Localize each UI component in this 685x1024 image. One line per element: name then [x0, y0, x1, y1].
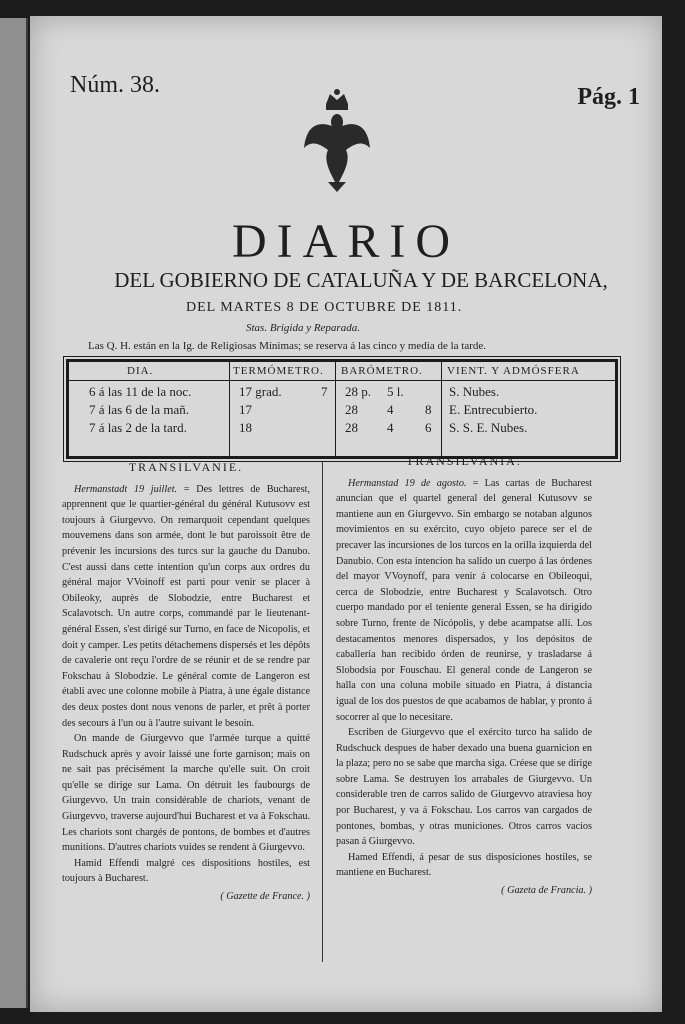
newspaper-page — [30, 16, 662, 1012]
left-article-para2: On mande de Giurgevvo que l'armée turque a quitté Rudschuck après y avoir laissé une forte garnison; mais on ne sait pas précisément la marche qu'elle suit. On croit qu'elle se dirige sur Lama. On détruit les faubourgs de Giurgevvo. Un train considérable de chariots, venant de Giurgevvo, traverse aujourd'hui Bucharest et va à Fokschau. Les chariots sont chargés de pontons, de bombes et d'autres munitions. D'autres chariots vuides se rendent à Giurgevvo. — [62, 733, 310, 854]
right-article-dateline: Hermanstad 19 de agosto. — [348, 477, 467, 489]
weather-row1-viento: S. Nubes. — [449, 384, 500, 399]
weather-row2-baro-p: 28 — [345, 402, 358, 417]
weather-row2-termo: 17 — [239, 402, 252, 417]
weather-row2-baro-frac: 8 — [425, 402, 432, 417]
weather-row1-baro-l: 5 l. — [387, 384, 404, 399]
issue-number: Núm. 38. — [70, 72, 160, 98]
newspaper-title: DIARIO — [232, 215, 460, 268]
left-article-source: ( Gazette de France. ) — [220, 891, 310, 903]
weather-row1-dia: 6 á las 11 de la noc. — [89, 384, 192, 399]
left-article-para3: Hamid Effendi malgré ces dispositions hostiles, est toujours à Bucharest. — [62, 857, 310, 885]
weather-header-barometro: BARÓMETRO. — [341, 365, 423, 377]
weather-row3-termo: 18 — [239, 420, 252, 435]
left-article-dateline: Hermanstadt 19 juillet. — [74, 483, 178, 495]
right-article-heading: TRANSILVANIA. — [406, 454, 522, 468]
weather-row3-viento: S. S. E. Nubes. — [449, 420, 528, 435]
weather-row3-baro-frac: 6 — [425, 420, 432, 435]
weather-header-viento: VIENT. Y ADMÓSFERA — [447, 365, 580, 377]
issue-date: DEL MARTES 8 DE OCTUBRE DE 1811. — [186, 300, 463, 315]
right-article-para2: Escriben de Giurgevvo que el exército turco ha salido de Rudschuck despues de haber dexado una buena guarnicion en la plaza; pero no se sabe que marcha siga. Créese que se dirige sobre Lama. Se destruyen los arrabales de Giurgevvo. Un considerable tren de carros salido de Giurgevvo atraviesa hoy por Bucharest, y va á Fokschau. Los carros van cargados de pontones, bombas, y otras municiones. Otros carros vacios pasan á Giurgevvo. — [336, 727, 592, 848]
weather-row1-termo-frac: 7 — [321, 384, 328, 399]
newspaper-subtitle: DEL GOBIERNO DE CATALUÑA Y DE BARCELONA, — [114, 268, 608, 292]
weather-row3-dia: 7 á las 2 de la tard. — [89, 420, 187, 435]
left-article-para1: Des lettres de Bucharest, apprennent que le quartier-général du général Kutusovv est toujours à Giurgevvo. On remarquoit cependant quelques mouvemens dans son armée, dont le but paroissoit être de prévenir les incursions des turcs sur la gauche du Danubo. C'est aussi dans cette intention qu'un corps aux ordres du général major VVoinoff est parti pour venir se placer à Obileoky, auprès de Slobodzie, entre Bucharest et Scalavotsch. Un autre corps, commandé par le lieutenant-général Essen, s'est dirigé sur Turno, en face de Nicopolis, et doit y camper. Les petits détachemens dispersés et les dépôts de cavalerie ont reçu l'ordre de se réunir et de se rendre par Fokschau à Slobodzie. Le général comte de Langeron est établi avec une colonne mobile à Piatra, à une égale distance des deux postes dont nous venons de parler, et prêt à porter des secours à l'un ou à l'autre suivant le besoin. — [62, 483, 310, 729]
weather-row1-termo: 17 grad. — [239, 384, 282, 399]
right-article-para3: Hamed Effendi, á pesar de sus disposiciones hostiles, se mantiene en Bucharest. — [336, 851, 592, 879]
right-article: TRANSILVANIA. Hermanstad 19 de agosto. = Las cartas de Bucharest anuncian que el quartel general del general Kutusovv se mantiene aun en Giurgevvo. Sin embargo se notaban algunos movimientos en su exército, cuyo objeto parece ser el de precaver las incursiones de los turcos en la orilla izquierda del Danubio. Con esta intencion ha salido un cuerpo á las órdenes del mayor VVoynoff, para venir á colocarse en Obileoqui, cerca de Slobodzie, entre Bucharest y Scalavotsch. Otro cuerpo mandado por el teniente general Essen, se ha dirigido sobre Turno, frente de Nicópolis, y debe acampatse allí. Los destacamentos menores dispersados, y los depósitos de caballería han recibido órden de reunirse, y trasladarse á Slobodsia por Fouschau. El general conde de Langeron se halla con una coluna mobile situado en Piatra, á distancia igual de los dos puestos de que acabamos de hablar, y pronto á socorrer al que lo necesitare. Escriben de Giurgevvo que el exército turco ha salido de Rudschuck despues de haber dexado una buena guarnicion en la plaza; pero no se sabe que marcha siga. Créese que se dirige sobre Lama. Se destruyen los arrabales de Giurgevvo. Un considerable tren de carros salido de Giurgevvo atraviesa hoy por Bucharest, y va á Fokschau. Los carros van cargados de pontones, bombas, y otras municiones. Otros carros vacios pasan á Giurgevvo. Hamed Effendi, á pesar de sus disposiciones hostiles, se mantiene en Bucharest. ( Gazeta de Francia. ) — [336, 454, 592, 968]
weather-row3-baro-p: 28 — [345, 420, 358, 435]
column-divider — [322, 462, 323, 962]
weather-header-dia: DIA. — [127, 365, 154, 377]
crowned-eagle-icon — [302, 88, 372, 194]
weather-table — [66, 359, 618, 459]
weather-row2-viento: E. Entrecubierto. — [449, 402, 538, 417]
weather-row3-baro-l: 4 — [387, 420, 394, 435]
saints-of-day: Stas. Brigida y Reparada. — [246, 322, 360, 334]
left-article: TRANSILVANIE. Hermanstadt 19 juillet. = Des lettres de Bucharest, apprennent que le quartier-général du général Kutusovv est toujours à Giurgevvo. On remarquoit cependant quelques mouvemens dans son armée, dont le but paroissoit être de prévenir les incursions des turcs sur la gauche du Danubo. C'est aussi dans cette intention qu'un corps aux ordres du général major VVoinoff est parti pour venir se placer à Obileoky, auprès de Slobodzie, entre Bucharest et Scalavotsch. Un autre corps, commandé par le lieutenant-général Essen, s'est dirigé sur Turno, en face de Nicopolis, et doit y camper. Les petits détachemens dispersés et les dépôts de cavalerie ont reçu l'ordre de se réunir et de se rendre par Fokschau à Slobodzie. Le général comte de Langeron est établi avec une colonne mobile à Piatra, à une égale distance des deux postes dont nous venons de parler, et prêt à porter des secours à l'un ou à l'autre suivant le besoin. On mande de Giurgevvo que l'armée turque a quitté Rudschuck après y avoir laissé une forte garnison; mais on ne sait pas précisément la marche qu'elle suit. On croit qu'elle se dirige sur Lama. On détruit les faubourgs de Giurgevvo. Un train considérable de chariots, venant de Giurgevvo, traverse aujourd'hui Bucharest et va à Fokschau. Les chariots sont chargés de pontons, de bombes et d'autres munitions. D'autres chariots vuides se rendent à Giurgevvo. Hamid Effendi malgré ces dispositions hostiles, est toujours à Bucharest. ( Gazette de France. ) — [62, 460, 310, 956]
right-article-para1: Las cartas de Bucharest anuncian que el quartel general del general Kutusovv se mantiene aun en Giurgevvo. Sin embargo se notaban algunos movimientos en su exército, cuyo objeto parece ser el de precaver las incursiones de los turcos en la orilla izquierda del Danubio. Con esta intencion ha salido un cuerpo á las órdenes del mayor VVoynoff, para venir á colocarse en Obileoqui, cerca de Slobodzie, entre Bucharest y Scalavotsch. Otro cuerpo mandado por el teniente general Essen, se ha dirigido sobre Turno, frente de Nicópolis, y debe acampatse allí. Los destacamentos menores dispersados, y los depósitos de caballería han recibido órden de reunirse, y trasladarse á Slobodsia por Fouschau. El general conde de Langeron se halla con una coluna mobile situado en Piatra, á distancia igual de los dos puestos de que acabamos de hablar, y pronto á socorrer al que lo necesitare. — [336, 477, 592, 723]
weather-row2-baro-l: 4 — [387, 402, 394, 417]
right-article-source: ( Gazeta de Francia. ) — [501, 885, 592, 897]
weather-row1-baro-p: 28 p. — [345, 384, 371, 399]
left-page-edge — [0, 18, 28, 1008]
church-notice: Las Q. H. están en la Ig. de Religiosas Mínimas; se reserva á las cinco y media de la tarde. — [88, 340, 487, 352]
left-article-heading: TRANSILVANIE. — [128, 460, 244, 474]
page-number: Pág. 1 — [577, 84, 640, 110]
weather-row2-dia: 7 á las 6 de la mañ. — [89, 402, 189, 417]
weather-header-termometro: TERMÓMETRO. — [233, 365, 324, 377]
